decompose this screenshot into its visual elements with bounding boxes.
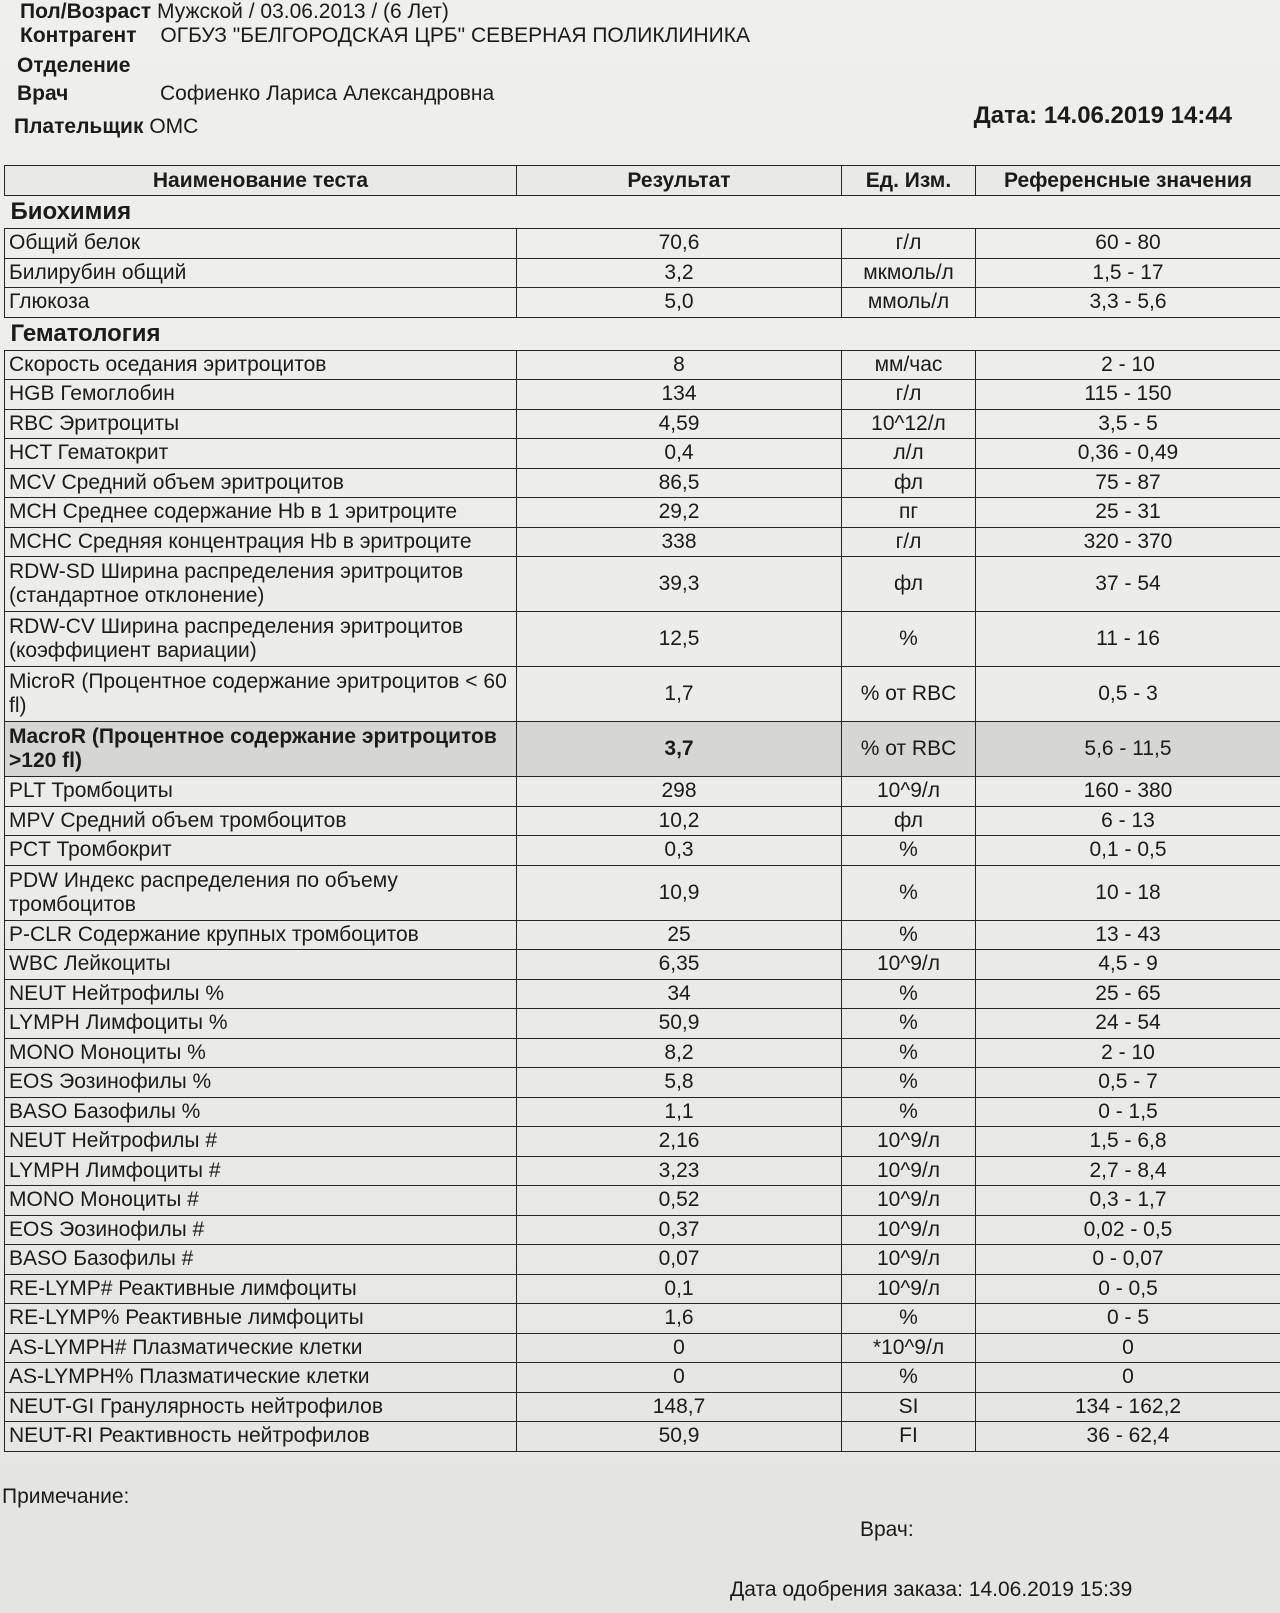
test-name-cell: PLT Тромбоциты: [5, 777, 517, 807]
table-row: [5, 806, 1280, 836]
reference-cell: 0 - 0,5: [976, 1274, 1280, 1304]
note-label: Примечание:: [2, 1485, 130, 1508]
test-name-cell: P-CLR Содержание крупных тромбоцитов: [5, 920, 517, 950]
result-cell: 3,2: [517, 258, 842, 288]
section-header-row: [5, 196, 1280, 229]
result-cell: 70,6: [517, 229, 842, 259]
test-name-cell: BASO Базофилы %: [5, 1097, 517, 1127]
unit-cell: %: [842, 1363, 976, 1393]
report-date: Дата: 14.06.2019 14:44: [973, 102, 1232, 129]
unit-cell: 10^9/л: [842, 777, 976, 807]
column-header-test-name: Наименование теста: [5, 166, 517, 196]
result-cell: 25: [517, 920, 842, 950]
result-cell: 0,4: [517, 439, 842, 469]
test-name-cell: MONO Моноциты #: [5, 1186, 517, 1216]
payer-value: ОМС: [149, 115, 199, 138]
unit-cell: %: [842, 1068, 976, 1098]
reference-cell: 1,5 - 17: [976, 258, 1280, 288]
reference-cell: 320 - 370: [976, 527, 1280, 557]
section-title: Гематология: [5, 317, 1280, 350]
result-cell: 148,7: [517, 1392, 842, 1422]
reference-cell: 24 - 54: [976, 1009, 1280, 1039]
table-row: [5, 667, 1280, 722]
reference-cell: 6 - 13: [976, 806, 1280, 836]
reference-cell: 160 - 380: [976, 777, 1280, 807]
result-cell: 10,2: [517, 806, 842, 836]
result-cell: 2,16: [517, 1127, 842, 1157]
result-cell: 5,0: [517, 288, 842, 318]
test-name-cell: HGB Гемоглобин: [5, 380, 517, 410]
results-table: [4, 165, 1280, 1452]
result-cell: 0,37: [517, 1215, 842, 1245]
test-name-cell: LYMPH Лимфоциты %: [5, 1009, 517, 1039]
reference-cell: 0: [976, 1333, 1280, 1363]
table-row: [5, 1304, 1280, 1334]
reference-cell: 3,5 - 5: [976, 409, 1280, 439]
table-row: [5, 1068, 1280, 1098]
unit-cell: *10^9/л: [842, 1333, 976, 1363]
reference-cell: 1,5 - 6,8: [976, 1127, 1280, 1157]
test-name-cell: MPV Средний объем тромбоцитов: [5, 806, 517, 836]
test-name-cell: MONO Моноциты %: [5, 1038, 517, 1068]
unit-cell: л/л: [842, 439, 976, 469]
table-row: [5, 1097, 1280, 1127]
result-cell: 86,5: [517, 468, 842, 498]
result-cell: 5,8: [517, 1068, 842, 1098]
result-cell: 50,9: [517, 1009, 842, 1039]
result-cell: 8: [517, 350, 842, 380]
reference-cell: 0 - 0,07: [976, 1245, 1280, 1275]
table-row: [5, 865, 1280, 920]
gender-age-line: [20, 0, 449, 24]
result-cell: 4,59: [517, 409, 842, 439]
table-row: [5, 409, 1280, 439]
contractor-label: Контрагент: [20, 24, 137, 47]
unit-cell: 10^9/л: [842, 1215, 976, 1245]
table-row: [5, 258, 1280, 288]
test-name-cell: WBC Лейкоциты: [5, 950, 517, 980]
reference-cell: 0,1 - 0,5: [976, 836, 1280, 866]
approval-date: Дата одобрения заказа: 14.06.2019 15:39: [730, 1578, 1133, 1601]
unit-cell: %: [842, 920, 976, 950]
test-name-cell: PDW Индекс распределения по объему тромбоцитов: [5, 865, 517, 920]
doctor-value: Софиенко Лариса Александровна: [160, 82, 495, 105]
unit-cell: %: [842, 1097, 976, 1127]
result-cell: 1,1: [517, 1097, 842, 1127]
unit-cell: фл: [842, 806, 976, 836]
test-name-cell: RBC Эритроциты: [5, 409, 517, 439]
result-cell: 34: [517, 979, 842, 1009]
table-row: [5, 920, 1280, 950]
unit-cell: %: [842, 612, 976, 667]
table-row: [5, 777, 1280, 807]
reference-cell: 13 - 43: [976, 920, 1280, 950]
doctor-label: Врач: [17, 82, 69, 105]
result-cell: 3,7: [517, 722, 842, 777]
table-row: [5, 1422, 1280, 1452]
result-cell: 39,3: [517, 557, 842, 612]
test-name-cell: LYMPH Лимфоциты #: [5, 1156, 517, 1186]
test-name-cell: MicroR (Процентное содержание эритроцитов < 60 fl): [5, 667, 517, 722]
result-cell: 1,7: [517, 667, 842, 722]
reference-cell: 2,7 - 8,4: [976, 1156, 1280, 1186]
unit-cell: %: [842, 1304, 976, 1334]
test-name-cell: PCT Тромбокрит: [5, 836, 517, 866]
test-name-cell: MCH Среднее содержание Hb в 1 эритроците: [5, 498, 517, 528]
table-row: [5, 1245, 1280, 1275]
unit-cell: мм/час: [842, 350, 976, 380]
reference-cell: 37 - 54: [976, 557, 1280, 612]
result-cell: 298: [517, 777, 842, 807]
unit-cell: % от RBC: [842, 667, 976, 722]
result-cell: 1,6: [517, 1304, 842, 1334]
reference-cell: 0 - 1,5: [976, 1097, 1280, 1127]
reference-cell: 0 - 5: [976, 1304, 1280, 1334]
reference-cell: 0,5 - 7: [976, 1068, 1280, 1098]
table-row: [5, 1392, 1280, 1422]
result-cell: 8,2: [517, 1038, 842, 1068]
department-line: [17, 54, 130, 78]
test-name-cell: Скорость оседания эритроцитов: [5, 350, 517, 380]
table-row: [5, 527, 1280, 557]
reference-cell: 36 - 62,4: [976, 1422, 1280, 1452]
result-cell: 3,23: [517, 1156, 842, 1186]
reference-cell: 0,36 - 0,49: [976, 439, 1280, 469]
column-header-result: Результат: [517, 166, 842, 196]
result-cell: 12,5: [517, 612, 842, 667]
table-row: [5, 1156, 1280, 1186]
table-row: [5, 1333, 1280, 1363]
result-cell: 134: [517, 380, 842, 410]
table-row: [5, 557, 1280, 612]
test-name-cell: EOS Эозинофилы %: [5, 1068, 517, 1098]
reference-cell: 25 - 65: [976, 979, 1280, 1009]
table-row: [5, 1127, 1280, 1157]
test-name-cell: NEUT-RI Реактивность нейтрофилов: [5, 1422, 517, 1452]
doctor-line: [17, 82, 495, 106]
table-row: [5, 350, 1280, 380]
table-row: [5, 979, 1280, 1009]
test-name-cell: RE-LYMP# Реактивные лимфоциты: [5, 1274, 517, 1304]
unit-cell: %: [842, 865, 976, 920]
table-row: [5, 612, 1280, 667]
test-name-cell: MCHC Средняя концентрация Hb в эритроците: [5, 527, 517, 557]
table-row: [5, 836, 1280, 866]
test-name-cell: EOS Эозинофилы #: [5, 1215, 517, 1245]
test-name-cell: BASO Базофилы #: [5, 1245, 517, 1275]
result-cell: 50,9: [517, 1422, 842, 1452]
unit-cell: SI: [842, 1392, 976, 1422]
result-cell: 6,35: [517, 950, 842, 980]
test-name-cell: MCV Средний объем эритроцитов: [5, 468, 517, 498]
table-row: [5, 1038, 1280, 1068]
table-row: [5, 1274, 1280, 1304]
table-row: [5, 288, 1280, 318]
test-name-cell: Общий белок: [5, 229, 517, 259]
reference-cell: 0,5 - 3: [976, 667, 1280, 722]
test-name-cell: NEUT Нейтрофилы %: [5, 979, 517, 1009]
reference-cell: 0,3 - 1,7: [976, 1186, 1280, 1216]
unit-cell: мкмоль/л: [842, 258, 976, 288]
reference-cell: 11 - 16: [976, 612, 1280, 667]
signature-doctor-label: Врач:: [860, 1518, 914, 1541]
unit-cell: % от RBC: [842, 722, 976, 777]
reference-cell: 2 - 10: [976, 1038, 1280, 1068]
unit-cell: %: [842, 979, 976, 1009]
unit-cell: 10^9/л: [842, 1186, 976, 1216]
result-cell: 338: [517, 527, 842, 557]
table-row: [5, 950, 1280, 980]
payer-label: Плательщик: [14, 115, 144, 138]
table-header-row: [5, 166, 1280, 196]
table-row: [5, 1215, 1280, 1245]
unit-cell: пг: [842, 498, 976, 528]
unit-cell: %: [842, 836, 976, 866]
result-cell: 0: [517, 1363, 842, 1393]
reference-cell: 4,5 - 9: [976, 950, 1280, 980]
section-header-row: [5, 317, 1280, 350]
test-name-cell: AS-LYMPH% Плазматические клетки: [5, 1363, 517, 1393]
test-name-cell: HCT Гематокрит: [5, 439, 517, 469]
results-table-body: [5, 196, 1280, 1452]
reference-cell: 5,6 - 11,5: [976, 722, 1280, 777]
reference-cell: 25 - 31: [976, 498, 1280, 528]
reference-cell: 75 - 87: [976, 468, 1280, 498]
reference-cell: 3,3 - 5,6: [976, 288, 1280, 318]
test-name-cell: Глюкоза: [5, 288, 517, 318]
reference-cell: 60 - 80: [976, 229, 1280, 259]
unit-cell: FI: [842, 1422, 976, 1452]
gender-age-value: Мужской / 03.06.2013 / (6 Лет): [157, 0, 449, 23]
payer-line: [14, 115, 198, 139]
column-header-unit: Ед. Изм.: [842, 166, 976, 196]
test-name-cell: Билирубин общий: [5, 258, 517, 288]
unit-cell: 10^9/л: [842, 1245, 976, 1275]
reference-cell: 2 - 10: [976, 350, 1280, 380]
section-title: Биохимия: [5, 196, 1280, 229]
department-label: Отделение: [17, 54, 131, 77]
unit-cell: г/л: [842, 527, 976, 557]
table-row: [5, 439, 1280, 469]
reference-cell: 0: [976, 1363, 1280, 1393]
table-row: [5, 468, 1280, 498]
reference-cell: 115 - 150: [976, 380, 1280, 410]
result-cell: 29,2: [517, 498, 842, 528]
column-header-reference: Референсные значения: [976, 166, 1280, 196]
table-row: [5, 498, 1280, 528]
gender-age-label: Пол/Возраст: [20, 0, 152, 23]
unit-cell: г/л: [842, 229, 976, 259]
table-row: [5, 1186, 1280, 1216]
test-name-cell: NEUT Нейтрофилы #: [5, 1127, 517, 1157]
reference-cell: 0,02 - 0,5: [976, 1215, 1280, 1245]
table-row: [5, 1009, 1280, 1039]
test-name-cell: MacroR (Процентное содержание эритроцитов >120 fl): [5, 722, 517, 777]
table-row: [5, 722, 1280, 777]
test-name-cell: AS-LYMPH# Плазматические клетки: [5, 1333, 517, 1363]
table-row: [5, 229, 1280, 259]
table-row: [5, 380, 1280, 410]
result-cell: 0: [517, 1333, 842, 1363]
unit-cell: фл: [842, 468, 976, 498]
unit-cell: %: [842, 1038, 976, 1068]
unit-cell: 10^12/л: [842, 409, 976, 439]
unit-cell: г/л: [842, 380, 976, 410]
reference-cell: 10 - 18: [976, 865, 1280, 920]
unit-cell: 10^9/л: [842, 1156, 976, 1186]
contractor-value: ОГБУЗ "БЕЛГОРОДСКАЯ ЦРБ" СЕВЕРНАЯ ПОЛИКЛИНИКА: [160, 24, 751, 47]
unit-cell: 10^9/л: [842, 1127, 976, 1157]
unit-cell: 10^9/л: [842, 1274, 976, 1304]
result-cell: 0,52: [517, 1186, 842, 1216]
test-name-cell: RDW-CV Ширина распределения эритроцитов (коэффициент вариации): [5, 612, 517, 667]
unit-cell: фл: [842, 557, 976, 612]
result-cell: 0,1: [517, 1274, 842, 1304]
contractor-line: [20, 24, 750, 48]
test-name-cell: RDW-SD Ширина распределения эритроцитов (стандартное отклонение): [5, 557, 517, 612]
test-name-cell: RE-LYMP% Реактивные лимфоциты: [5, 1304, 517, 1334]
unit-cell: ммоль/л: [842, 288, 976, 318]
unit-cell: %: [842, 1009, 976, 1039]
result-cell: 0,07: [517, 1245, 842, 1275]
unit-cell: 10^9/л: [842, 950, 976, 980]
result-cell: 0,3: [517, 836, 842, 866]
reference-cell: 134 - 162,2: [976, 1392, 1280, 1422]
test-name-cell: NEUT-GI Гранулярность нейтрофилов: [5, 1392, 517, 1422]
result-cell: 10,9: [517, 865, 842, 920]
table-row: [5, 1363, 1280, 1393]
